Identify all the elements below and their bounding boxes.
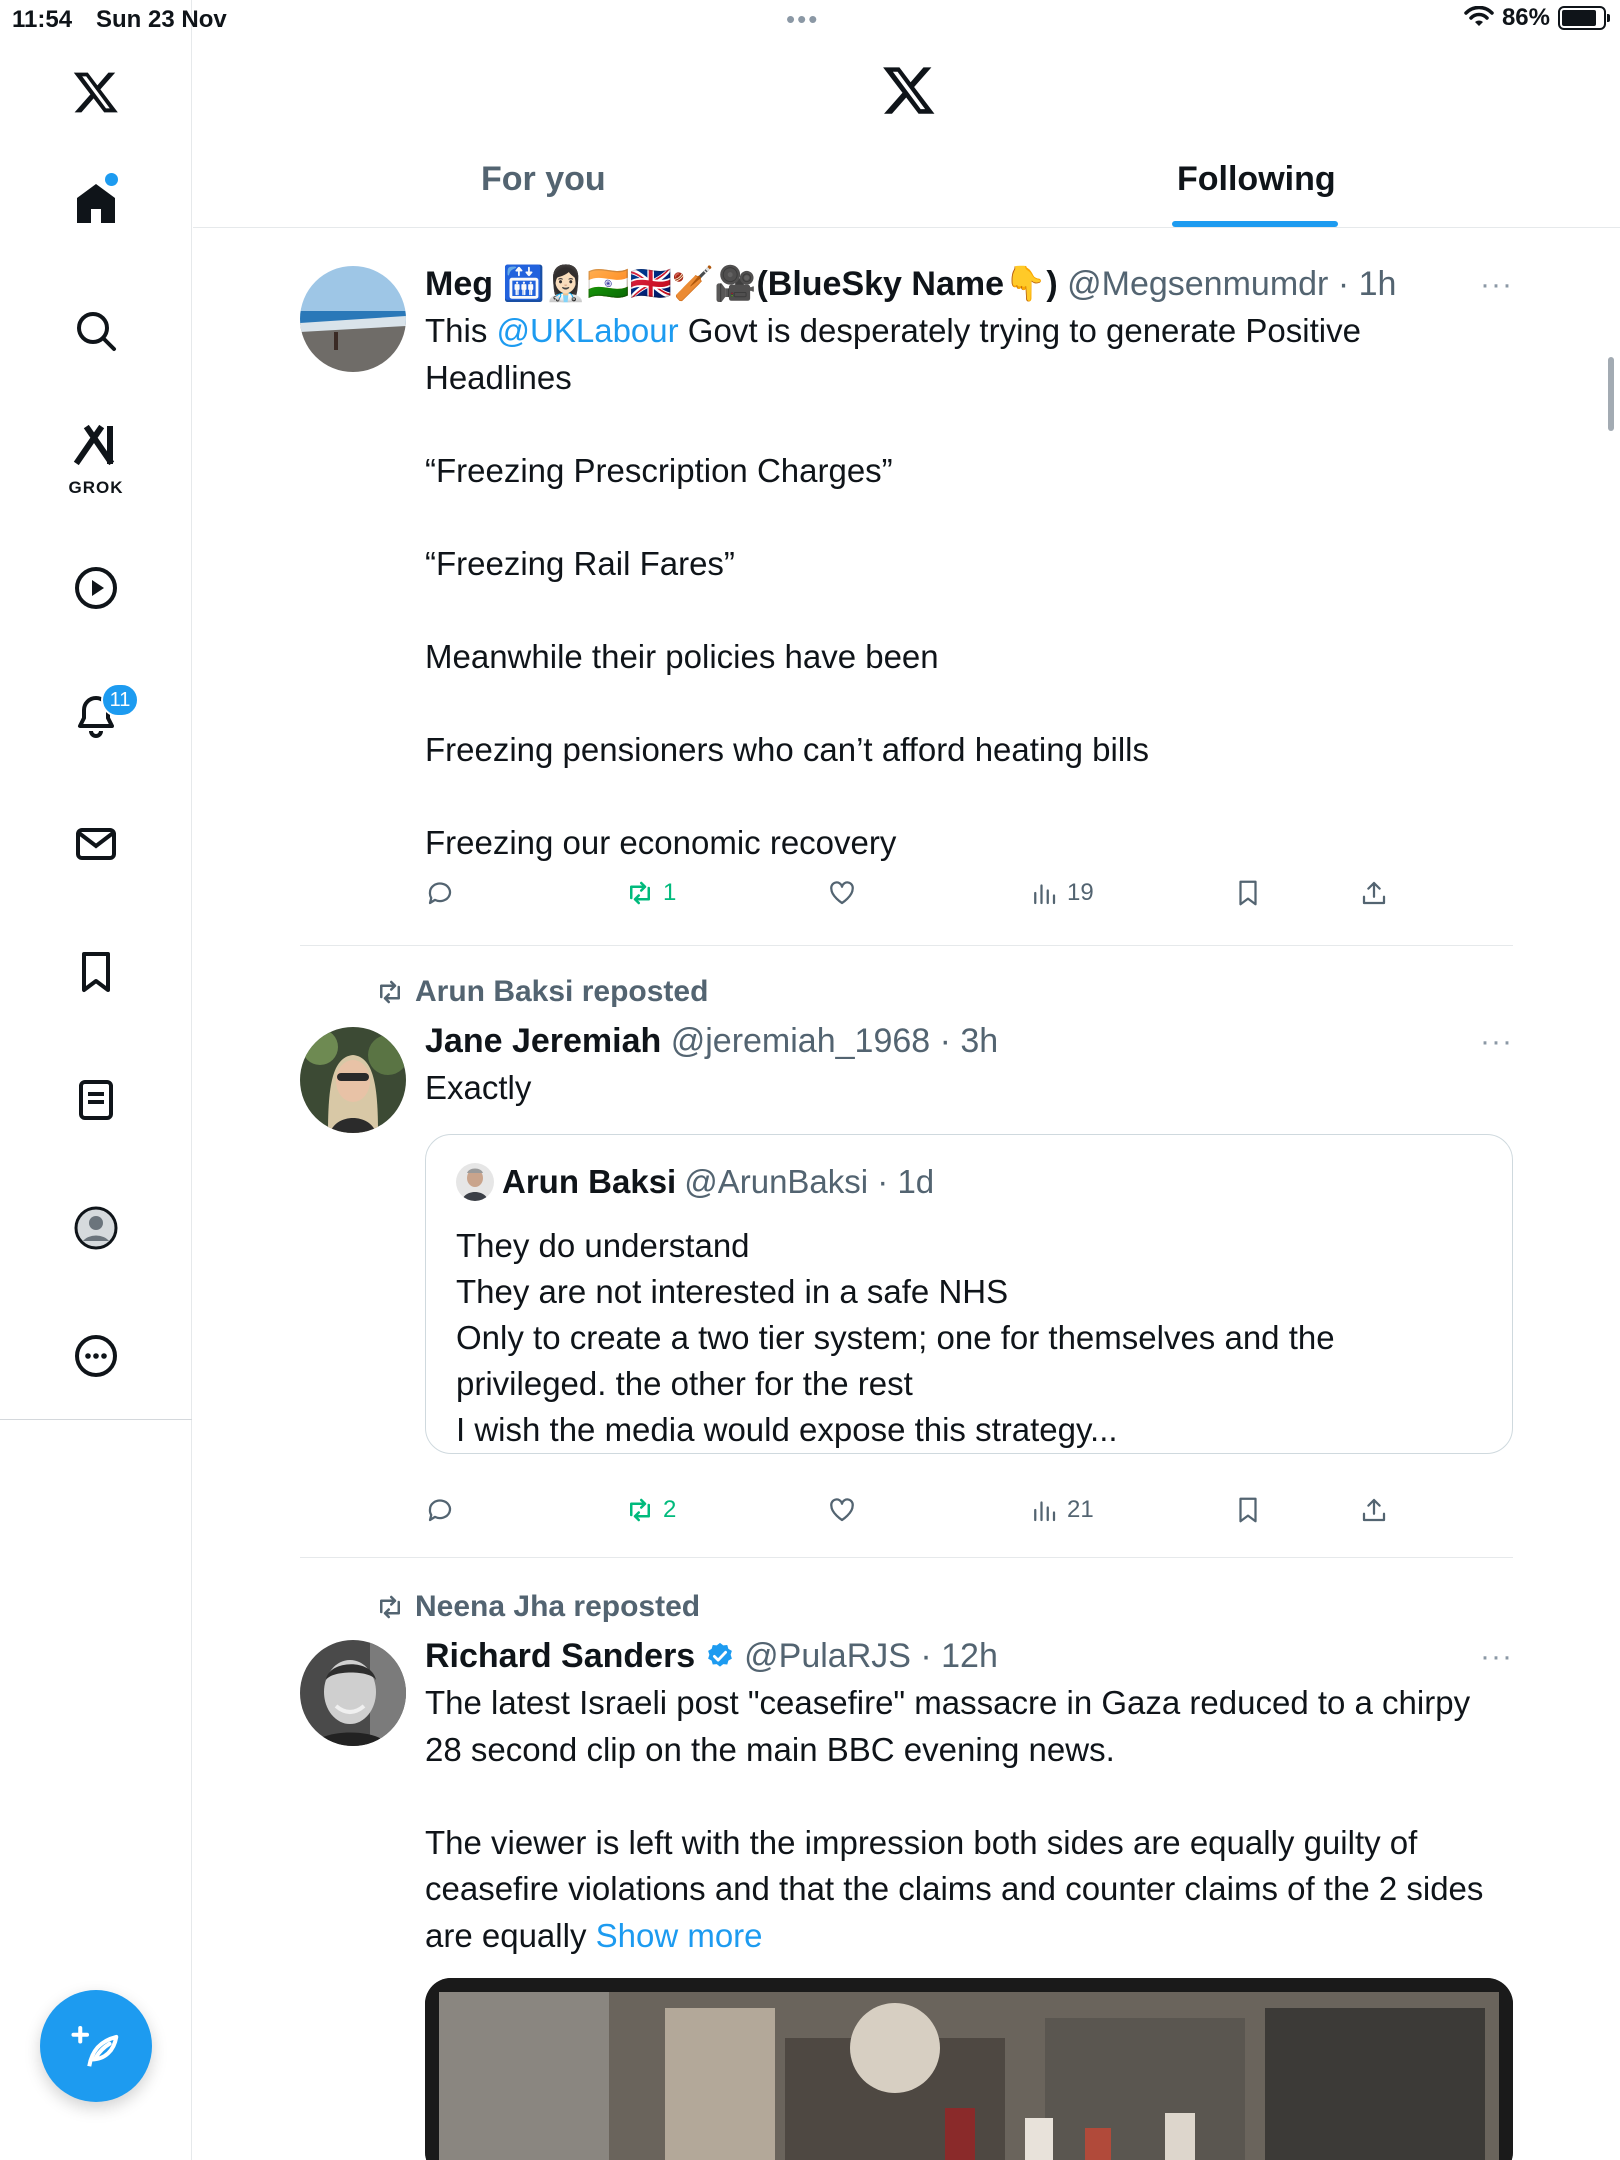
author-handle[interactable]: @jeremiah_1968: [670, 1022, 931, 1060]
tweet-text-part: “Freezing Prescription Charges” “Freezing Rail Fares” Meanwhile their policies have been Freezing pensioners who can’t afford heating bills Freezing our economic recovery: [425, 451, 1149, 861]
quote-avatar: [456, 1163, 494, 1201]
tweet-text: [425, 308, 1513, 866]
x-logo-icon[interactable]: [56, 52, 136, 132]
bookmark-icon: [72, 948, 120, 996]
quote-author-handle: @ArunBaksi: [684, 1163, 869, 1200]
quote-timestamp: 1d: [897, 1163, 935, 1200]
separator: ·: [910, 1637, 942, 1675]
heart-icon: [827, 878, 857, 908]
tweet[interactable]: [300, 1590, 1513, 2160]
repost-context: [375, 1590, 700, 1624]
views-button[interactable]: [1029, 1495, 1094, 1525]
share-button[interactable]: [1359, 878, 1389, 908]
status-date: Sun 23 Nov: [96, 6, 227, 33]
bookmark-button[interactable]: [1233, 1495, 1263, 1525]
repost-count: 2: [663, 1496, 677, 1523]
play-icon: [72, 564, 120, 612]
wifi-icon: [1464, 6, 1494, 30]
sidebar-item-bookmarks[interactable]: [56, 932, 136, 1012]
list-icon: [72, 1076, 120, 1124]
heart-icon: [827, 1495, 857, 1525]
views-count: 21: [1067, 1496, 1094, 1523]
author-handle[interactable]: @PulaRJS: [744, 1637, 911, 1675]
timestamp[interactable]: 3h: [960, 1022, 999, 1060]
grok-icon: [72, 421, 120, 469]
avatar[interactable]: [300, 1640, 406, 1746]
reply-button[interactable]: [425, 1495, 455, 1525]
sidebar-divider: [0, 1419, 192, 1420]
grok-label: GROK: [68, 478, 124, 497]
sidebar-item-home[interactable]: [56, 163, 136, 243]
active-tab-indicator: [1172, 221, 1338, 227]
views-count: 19: [1067, 879, 1094, 906]
tweet-separator: [300, 1557, 1513, 1558]
battery-level: [1562, 10, 1596, 26]
reply-icon: [425, 878, 455, 908]
tweet-body: [425, 262, 1513, 866]
share-icon: [1359, 1495, 1389, 1525]
more-options-icon[interactable]: ···: [1480, 1640, 1513, 1673]
repost-button[interactable]: [625, 878, 676, 908]
compose-icon: [69, 2019, 123, 2073]
mention-link[interactable]: @UKLabour: [496, 312, 679, 349]
like-button[interactable]: [827, 1495, 857, 1525]
tweet[interactable]: [300, 975, 1513, 1560]
timestamp[interactable]: 12h: [941, 1637, 998, 1675]
sidebar: [0, 0, 192, 2160]
tweet-text-part: This: [425, 312, 497, 349]
share-button[interactable]: [1359, 1495, 1389, 1525]
quote-header: [456, 1163, 934, 1201]
tweet-body: [425, 1634, 1513, 1959]
sidebar-item-search[interactable]: [56, 291, 136, 371]
reply-icon: [425, 1495, 455, 1525]
tweet-header: [425, 1634, 1513, 1678]
notifications-badge: 11: [101, 683, 139, 717]
repost-icon: [375, 977, 405, 1007]
sidebar-item-profile[interactable]: [56, 1188, 136, 1268]
separator: ·: [930, 1022, 961, 1060]
multitasking-dots-icon[interactable]: •••: [786, 4, 820, 34]
bookmark-icon: [1233, 878, 1263, 908]
tweet-separator: [300, 945, 1513, 946]
compose-button[interactable]: [40, 1990, 152, 2102]
repost-icon: [625, 878, 655, 908]
reposted-by[interactable]: Arun Baksi reposted: [415, 975, 709, 1008]
home-icon: [72, 179, 120, 227]
views-button[interactable]: [1029, 878, 1094, 908]
repost-button[interactable]: [625, 1495, 676, 1525]
repost-count: 1: [663, 879, 677, 906]
separator: ·: [868, 1163, 898, 1200]
reposted-by[interactable]: Neena Jha reposted: [415, 1590, 701, 1623]
tweet-header: [425, 262, 1513, 306]
tweet-body: [425, 1019, 1513, 1112]
tweet-actions: [425, 1495, 1425, 1545]
battery-icon: [1558, 6, 1606, 30]
views-icon: [1029, 1495, 1059, 1525]
tweet-actions: [425, 878, 1425, 928]
tweet-text: Exactly: [425, 1069, 532, 1106]
tab-for-you[interactable]: For you: [481, 160, 606, 198]
tweet-video[interactable]: [425, 1978, 1513, 2160]
sidebar-item-lists[interactable]: [56, 1060, 136, 1140]
sidebar-item-messages[interactable]: [56, 804, 136, 884]
bookmark-icon: [1233, 1495, 1263, 1525]
tweet-header: [425, 1019, 1513, 1063]
status-bar: [0, 0, 1620, 40]
repost-context: [375, 975, 708, 1009]
more-icon: [72, 1332, 120, 1380]
avatar[interactable]: [300, 1027, 406, 1133]
x-logo-icon[interactable]: [881, 62, 937, 118]
more-options-icon[interactable]: ···: [1480, 268, 1513, 301]
like-button[interactable]: [827, 878, 857, 908]
quote-text: They do understand They are not interested in a safe NHS Only to create a two tier system; one for themselves and the privileged. the other for the rest I wish the media would expose this strategy...: [456, 1227, 1335, 1448]
quote-author-name: Arun Baksi: [502, 1163, 677, 1200]
quote-tweet[interactable]: [425, 1134, 1513, 1454]
author-name[interactable]: Jane Jeremiah: [425, 1022, 662, 1060]
home-unread-dot: [105, 173, 118, 186]
author-handle[interactable]: @Megsenmumdr: [1067, 265, 1329, 303]
tweet-text-part: The latest Israeli post "ceasefire" massacre in Gaza reduced to a chirpy 28 second clip on the main BBC evening news. The viewer is left with the impression both sides are equally guilty of ceasefire violations and that the claims and counter claims of the 2 sides are equally: [425, 1684, 1484, 1954]
scrollbar[interactable]: [1608, 357, 1614, 431]
status-right: [1464, 4, 1606, 32]
profile-icon: [72, 1204, 120, 1252]
sidebar-item-video[interactable]: [56, 548, 136, 628]
repost-icon: [625, 1495, 655, 1525]
search-icon: [72, 307, 120, 355]
author-name[interactable]: Meg 🛗👩🏻‍⚕️🇮🇳🇬🇧🏏🎥(BlueSky Name👇): [425, 265, 1058, 303]
sidebar-item-more[interactable]: [56, 1316, 136, 1396]
separator: ·: [1328, 265, 1359, 303]
tweet-text: [425, 1680, 1513, 1959]
tweet[interactable]: [300, 262, 1513, 922]
share-icon: [1359, 878, 1389, 908]
status-time: 11:54: [12, 6, 73, 33]
timestamp[interactable]: 1h: [1358, 265, 1397, 303]
mail-icon: [72, 820, 120, 868]
author-name[interactable]: Richard Sanders: [425, 1637, 696, 1675]
repost-icon: [375, 1592, 405, 1622]
avatar[interactable]: [300, 266, 406, 372]
tweet-text-part: Govt is desperately trying to generate Positive Headlines: [425, 312, 1371, 396]
show-more-link[interactable]: Show more: [595, 1916, 763, 1954]
tab-following[interactable]: Following: [1177, 160, 1336, 198]
reply-button[interactable]: [425, 878, 455, 908]
views-icon: [1029, 878, 1059, 908]
sidebar-item-grok[interactable]: [56, 410, 136, 480]
verified-badge-icon: [705, 1641, 735, 1671]
battery-percent: 86%: [1501, 4, 1550, 31]
bookmark-button[interactable]: [1233, 878, 1263, 908]
more-options-icon[interactable]: ···: [1480, 1025, 1513, 1058]
